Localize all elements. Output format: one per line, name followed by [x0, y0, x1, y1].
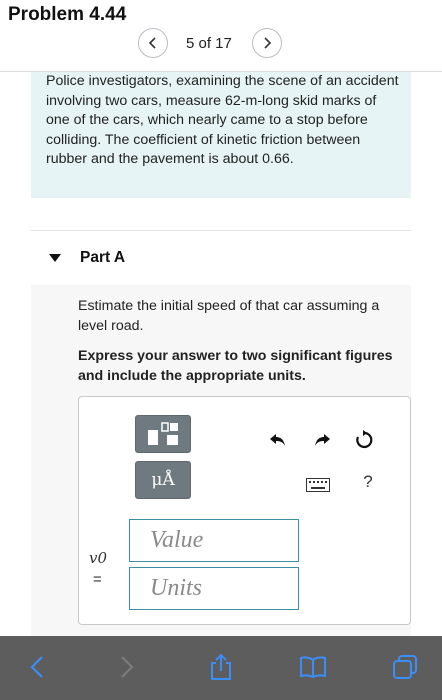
page-title: Problem 4.44 [8, 4, 127, 25]
forward-arrow-icon[interactable] [112, 652, 142, 682]
problem-statement [31, 72, 411, 198]
chevron-right-icon [261, 37, 273, 49]
reset-icon[interactable] [351, 427, 377, 453]
pagination [138, 28, 282, 58]
browser-toolbar [0, 636, 442, 700]
bookmarks-icon[interactable] [298, 652, 328, 682]
tabs-icon[interactable] [390, 652, 420, 682]
help-button[interactable]: ? [363, 472, 373, 491]
templates-icon [145, 420, 181, 448]
units-button[interactable]: μÅ [135, 461, 191, 499]
share-icon[interactable] [206, 652, 236, 682]
part-label: Part A [80, 249, 126, 266]
value-input[interactable]: Value [129, 519, 299, 562]
question-text: Estimate the initial speed of that car assuming a level road. [78, 298, 380, 334]
templates-button[interactable] [135, 415, 191, 453]
next-button[interactable] [252, 28, 282, 58]
keyboard-icon[interactable] [305, 472, 331, 498]
answer-instruction: Express your answer to two significant figures and include the appropriate units. [78, 348, 393, 384]
page-count: 5 of 17 [186, 34, 232, 52]
redo-icon[interactable] [309, 427, 335, 453]
previous-button[interactable] [138, 28, 168, 58]
units-input[interactable]: Units [129, 567, 299, 610]
problem-text: Police investigators, examining the scene of an accident involving two cars, measure 62-m-long skid marks of one of the cars, which nearly came to a stop before colliding. The coefficient of kinetic friction between rubber and the pavement is about 0.66. [46, 73, 399, 168]
caret-down-icon [49, 254, 61, 262]
answer-box [78, 396, 411, 625]
equals-sign: = [93, 571, 102, 588]
part-a-header[interactable] [31, 230, 411, 285]
variable-label: v0 [89, 549, 108, 567]
undo-icon[interactable] [265, 427, 291, 453]
header [0, 0, 442, 72]
back-arrow-icon[interactable] [22, 652, 52, 682]
chevron-left-icon [147, 37, 159, 49]
